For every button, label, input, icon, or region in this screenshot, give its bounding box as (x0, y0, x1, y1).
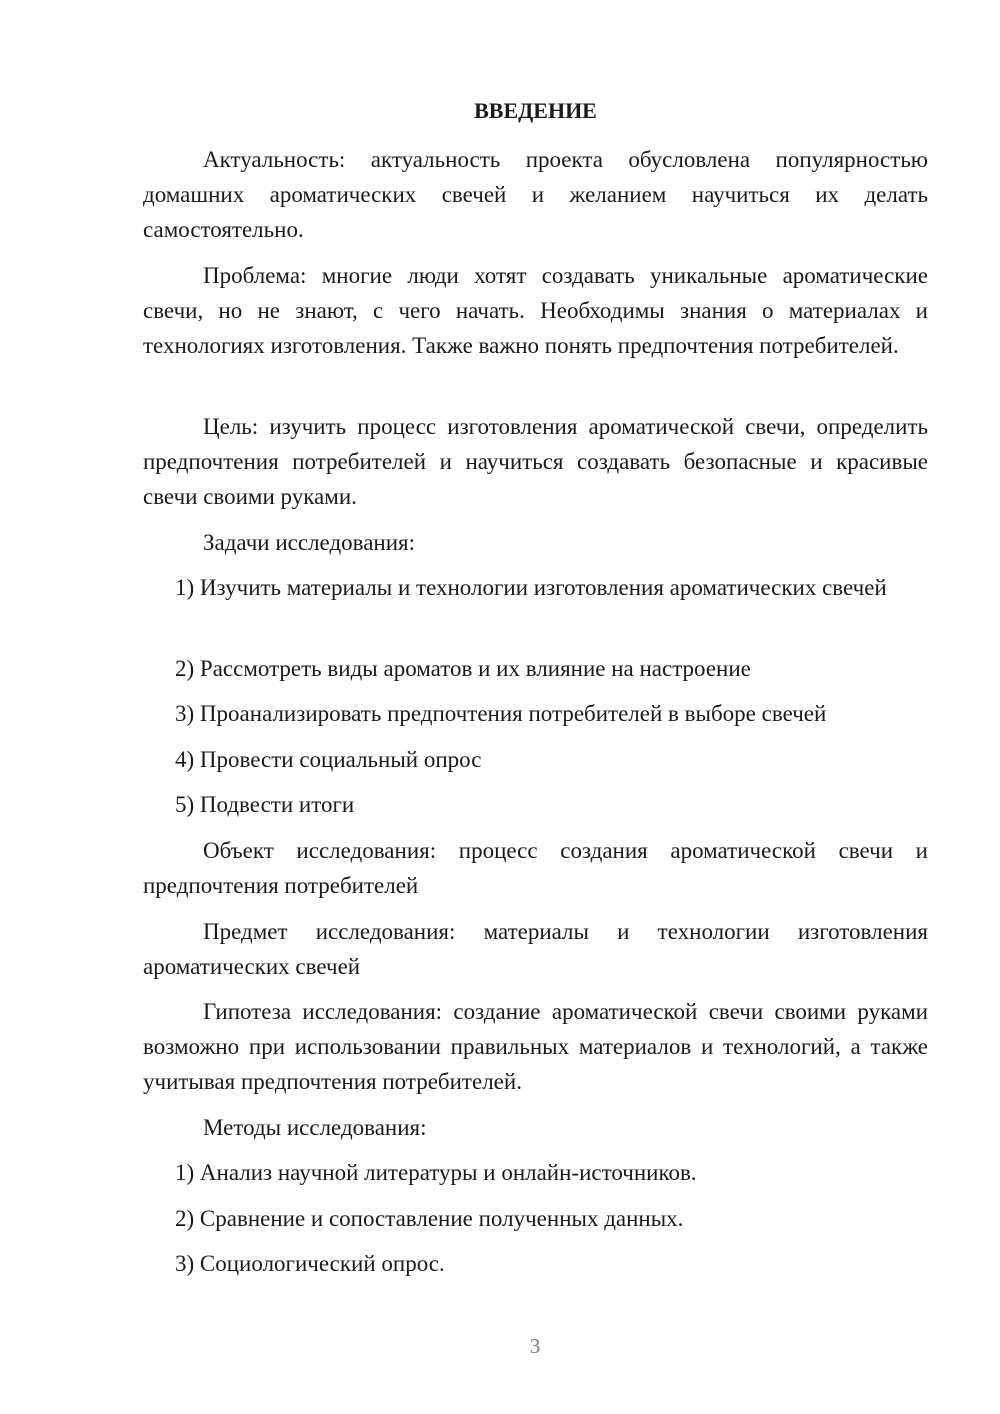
task-item: 2) Рассмотреть виды ароматов и их влияние на настроение (175, 656, 751, 681)
method-item: 2) Сравнение и сопоставление полученных данных. (175, 1206, 684, 1231)
task-item: 4) Провести социальный опрос (175, 747, 482, 772)
task-item: 3) Проанализировать предпочтения потребителей в выборе свечей (175, 701, 827, 726)
hypothesis-paragraph: Гипотеза исследования: создание ароматической свечи своими руками возможно при использовании правильных материалов и технологий, а также учитывая предпочтения потребителей. (143, 999, 928, 1094)
method-item: 1) Анализ научной литературы и онлайн-источников. (175, 1160, 697, 1185)
goal-paragraph: Цель: изучить процесс изготовления ароматической свечи, определить предпочтения потребителей и научиться создавать безопасные и красивые свечи своими руками. (143, 414, 928, 509)
problem-paragraph: Проблема: многие люди хотят создавать уникальные ароматические свечи, но не знают, с чего начать. Необходимы знания о материалах и технологиях изготовления. Также важно понять предпочтения потребителей. (143, 263, 928, 358)
object-paragraph: Объект исследования: процесс создания ароматической свечи и предпочтения потребителей (143, 838, 928, 898)
tasks-heading: Задачи исследования: (203, 530, 416, 555)
method-item: 3) Социологический опрос. (175, 1251, 445, 1276)
page-title: ВВЕДЕНИЕ (474, 98, 597, 123)
task-item: 1) Изучить материалы и технологии изготовления ароматических свечей (175, 575, 887, 600)
methods-heading: Методы исследования: (203, 1115, 427, 1140)
task-item: 5) Подвести итоги (175, 792, 355, 817)
relevance-paragraph: Актуальность: актуальность проекта обусловлена популярностью домашних ароматических свечей и желанием научиться их делать самостоятельно. (143, 147, 928, 242)
page-number: 3 (529, 1334, 541, 1358)
subject-paragraph: Предмет исследования: материалы и технологии изготовления ароматических свечей (143, 919, 928, 979)
